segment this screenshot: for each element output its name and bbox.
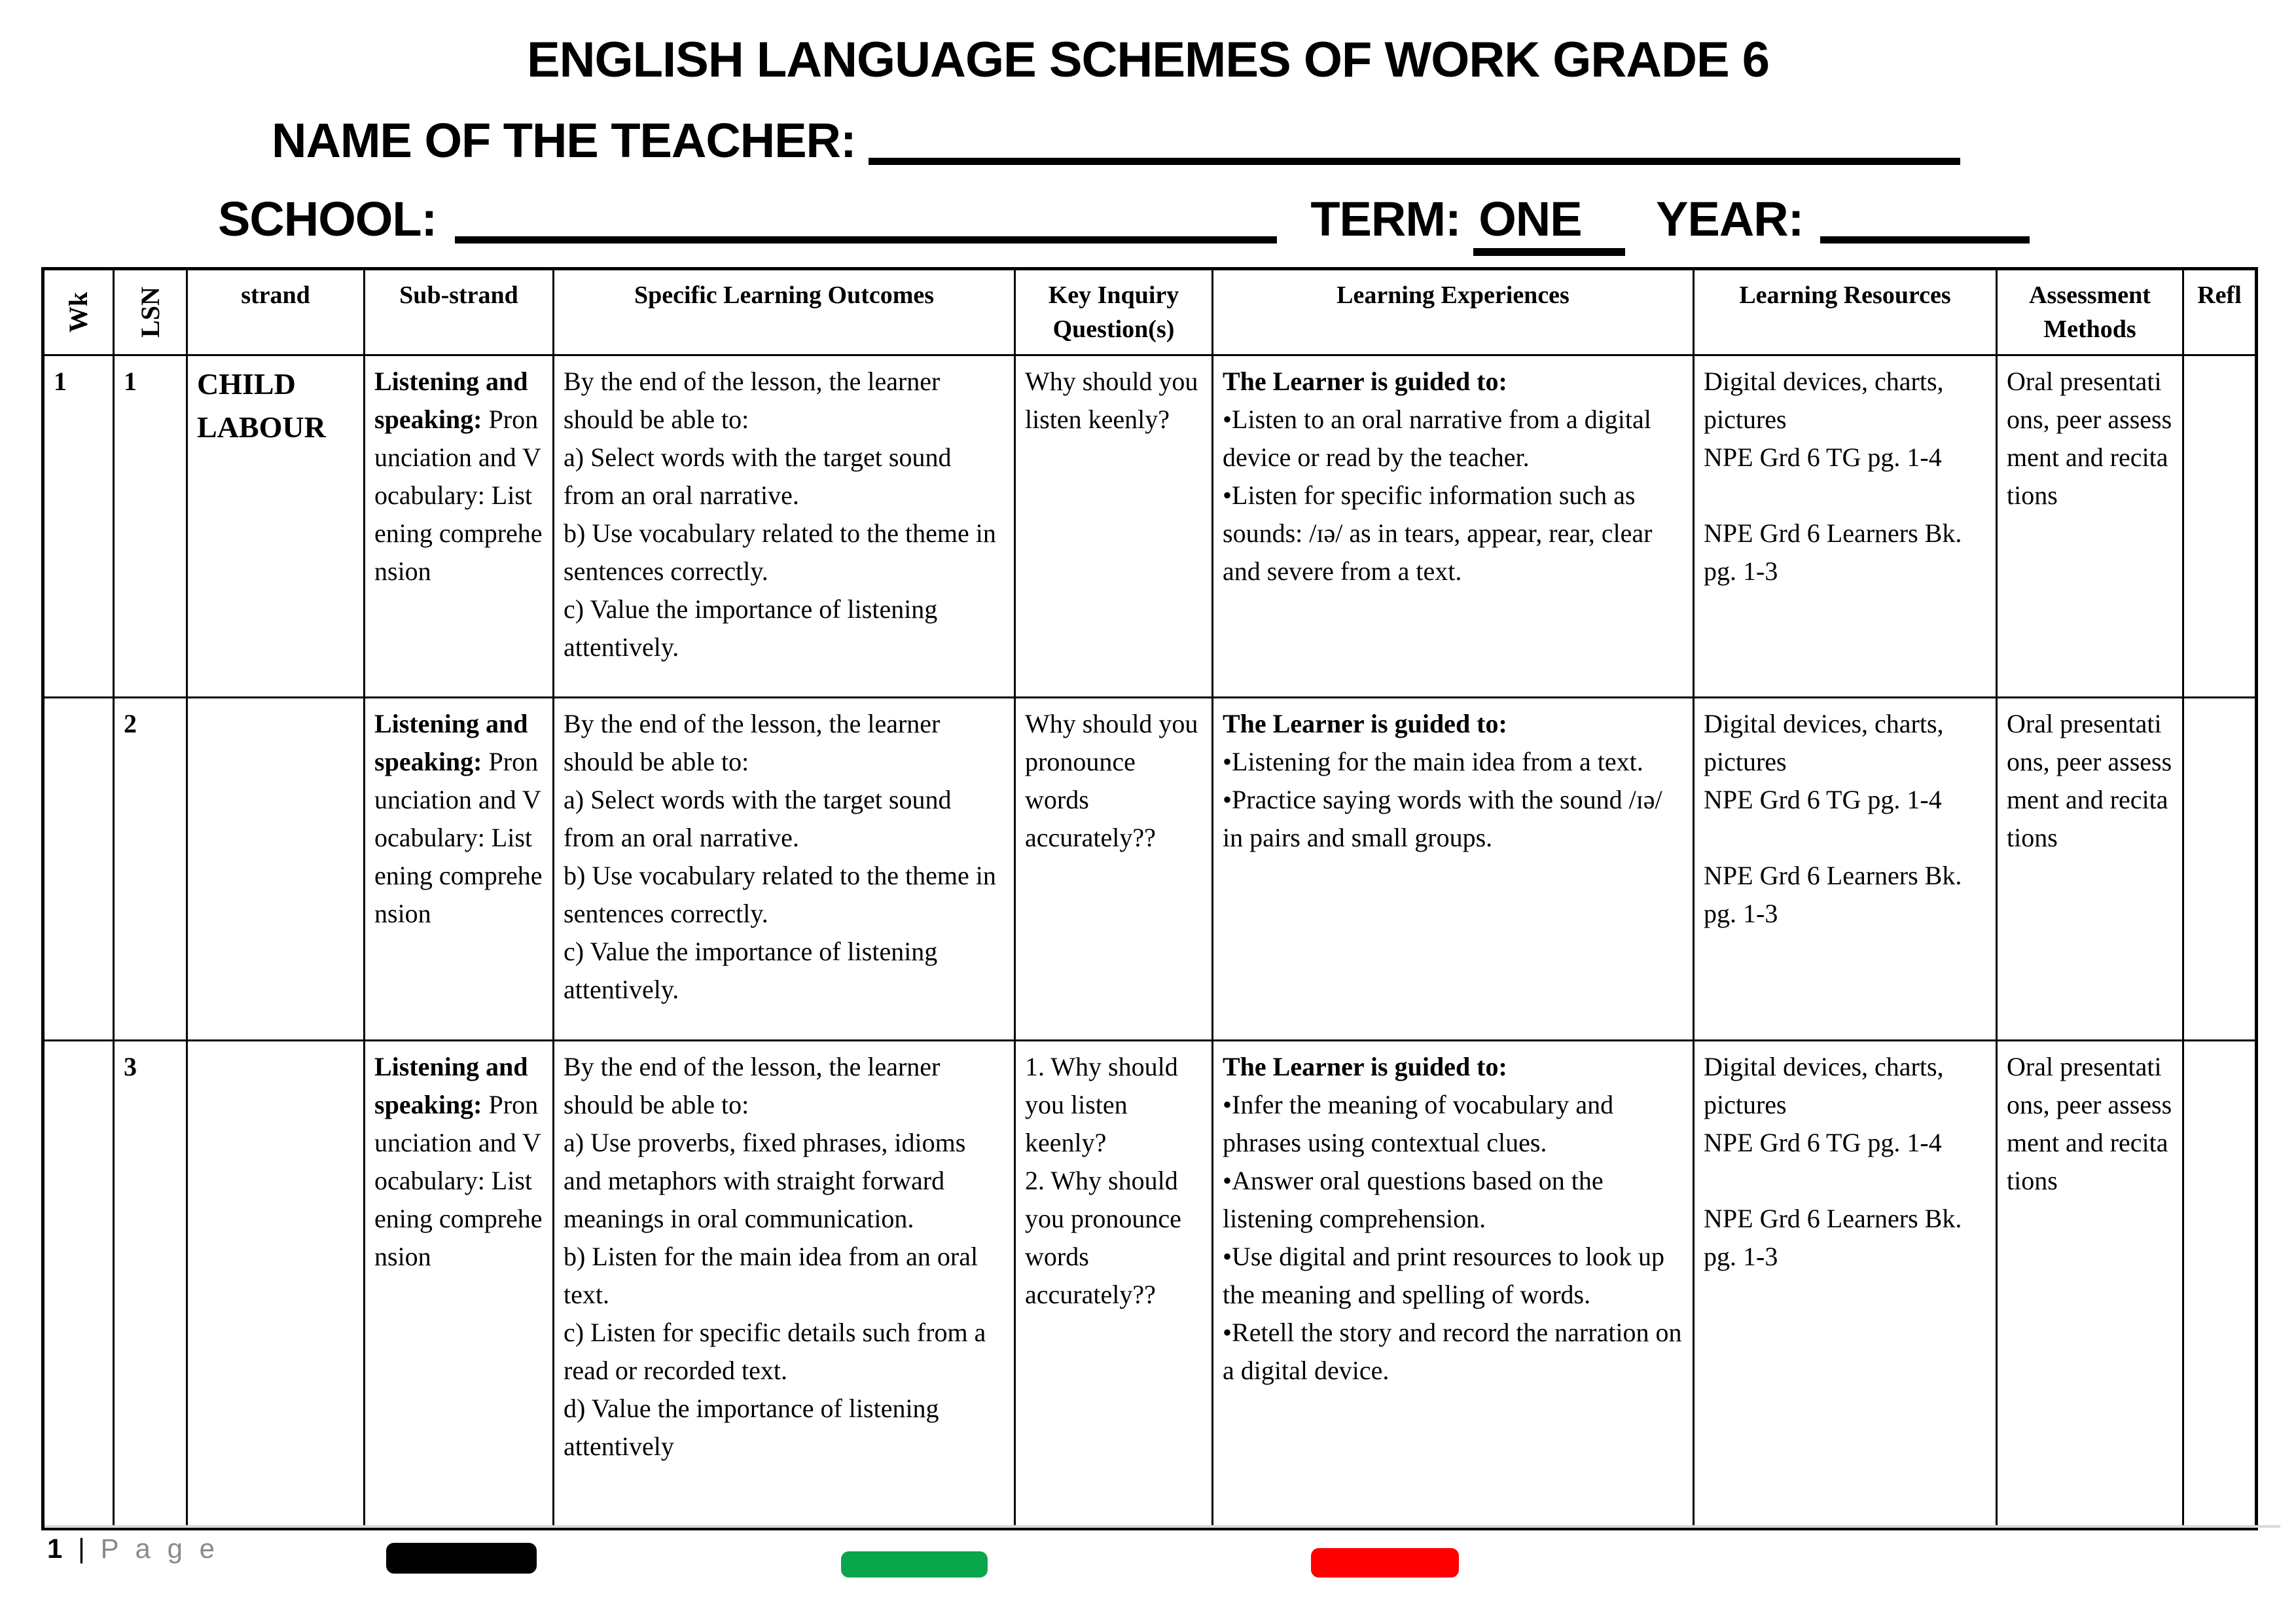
outcome-item: a) Select words with the target sound from an oral narrative. xyxy=(564,442,952,510)
teacher-label: NAME OF THE TEACHER: xyxy=(272,113,856,168)
outcomes-intro: By the end of the lesson, the learner should be able to: xyxy=(564,367,941,434)
strand-title: CHILD LABOUR xyxy=(197,367,326,444)
experiences-cell xyxy=(1213,355,1694,698)
header-row xyxy=(43,269,2257,355)
substrand-cell xyxy=(365,698,554,1041)
table-row-lesson-1 xyxy=(43,355,2257,698)
resource-item: NPE Grd 6 TG pg. 1-4 xyxy=(1704,442,1942,472)
resource-item: NPE Grd 6 TG pg. 1-4 xyxy=(1704,785,1942,814)
school-fill-line xyxy=(455,236,1277,244)
assessment-cell xyxy=(1997,698,2183,1041)
resources-cell xyxy=(1694,1041,1997,1529)
lesson-number: 2 xyxy=(124,709,137,738)
column-header-strand: strand xyxy=(187,269,365,355)
inquiry-cell xyxy=(1015,1041,1213,1529)
year-fill-line xyxy=(1820,236,2030,244)
outcomes-cell xyxy=(554,1041,1015,1529)
inquiry-question: Why should you pronounce words accurately?? xyxy=(1025,709,1198,852)
black-highlight-bar xyxy=(386,1543,537,1574)
lesson-cell xyxy=(114,1041,187,1529)
substrand-heading: Listening and speaking: xyxy=(374,367,528,434)
outcome-item: b) Listen for the main idea from an oral text. xyxy=(564,1242,978,1309)
substrand-heading: Listening and speaking: xyxy=(374,709,528,776)
experience-item: • Retell the story and record the narration on a digital device. xyxy=(1223,1314,1683,1390)
experience-item: • Infer the meaning of vocabulary and phrases using contextual clues. xyxy=(1223,1086,1683,1162)
assessment-methods: Oral presentations, peer assessment and recitations xyxy=(2007,367,2172,510)
substrand-detail: Pronunciation and Vocabulary: Listening comprehension xyxy=(374,405,543,586)
week-number: 1 xyxy=(54,367,67,396)
outcomes-cell xyxy=(554,355,1015,698)
outcome-item: d) Value the importance of listening attentively xyxy=(564,1394,939,1461)
resource-item: Digital devices, charts, pictures xyxy=(1704,709,1944,776)
footer-page-word: P a g e xyxy=(100,1533,219,1564)
lesson-cell xyxy=(114,355,187,698)
school-label: SCHOOL: xyxy=(218,192,437,246)
experiences-lead: The Learner is guided to: xyxy=(1223,367,1507,396)
outcome-item: b) Use vocabulary related to the theme in sentences correctly. xyxy=(564,861,996,928)
resources-cell xyxy=(1694,698,1997,1041)
inquiry-question: Why should you listen keenly? xyxy=(1025,367,1198,434)
schemes-of-work-table xyxy=(41,267,2258,1530)
resource-item: NPE Grd 6 TG pg. 1-4 xyxy=(1704,1128,1942,1157)
strand-cell xyxy=(187,1041,365,1529)
inquiry-cell xyxy=(1015,698,1213,1041)
column-header-refl: Refl xyxy=(2183,269,2257,355)
outcome-item: b) Use vocabulary related to the theme in sentences correctly. xyxy=(564,518,996,586)
outcomes-intro: By the end of the lesson, the learner should be able to: xyxy=(564,709,941,776)
experience-item: • Use digital and print resources to look up the meaning and spelling of words. xyxy=(1223,1238,1683,1314)
week-cell xyxy=(43,698,114,1041)
substrand-detail: Pronunciation and Vocabulary: Listening comprehension xyxy=(374,1090,543,1271)
experiences-lead: The Learner is guided to: xyxy=(1223,1052,1507,1081)
strand-cell xyxy=(187,698,365,1041)
green-highlight-bar xyxy=(841,1551,988,1578)
assessment-cell xyxy=(1997,1041,2183,1529)
page-footer xyxy=(47,1533,219,1564)
lesson-number: 3 xyxy=(124,1052,137,1081)
page-title: ENGLISH LANGUAGE SCHEMES OF WORK GRADE 6 xyxy=(526,32,1770,88)
resource-item: NPE Grd 6 Learners Bk. pg. 1-3 xyxy=(1704,518,1962,586)
outcome-item: a) Use proverbs, fixed phrases, idioms and metaphors with straight forward meanings in oral communication. xyxy=(564,1128,966,1233)
resource-item: Digital devices, charts, pictures xyxy=(1704,1052,1944,1119)
footer-divider xyxy=(45,1525,2280,1528)
table-row-lesson-3 xyxy=(43,1041,2257,1529)
experiences-lead: The Learner is guided to: xyxy=(1223,709,1507,738)
assessment-cell xyxy=(1997,355,2183,698)
outcome-item: c) Value the importance of listening attentively. xyxy=(564,594,938,662)
experience-item: • Listen for specific information such as sounds: /ɪə/ as in tears, appear, rear, clear and severe from a text. xyxy=(1223,477,1683,590)
column-header-lsn: LSN xyxy=(114,269,187,355)
column-header-inquiry: Key Inquiry Question(s) xyxy=(1015,269,1213,355)
term-label: TERM: xyxy=(1310,192,1461,246)
column-header-substrand: Sub-strand xyxy=(365,269,554,355)
experiences-cell xyxy=(1213,1041,1694,1529)
strand-cell xyxy=(187,355,365,698)
red-highlight-bar xyxy=(1311,1548,1459,1578)
refl-cell xyxy=(2183,355,2257,698)
substrand-cell xyxy=(365,355,554,698)
column-header-outcomes: Specific Learning Outcomes xyxy=(554,269,1015,355)
inquiry-cell xyxy=(1015,355,1213,698)
experience-item: • Answer oral questions based on the listening comprehension. xyxy=(1223,1162,1683,1238)
inquiry-question: 2. Why should you pronounce words accurately?? xyxy=(1025,1166,1181,1309)
table-row-lesson-2 xyxy=(43,698,2257,1041)
refl-cell xyxy=(2183,698,2257,1041)
substrand-cell xyxy=(365,1041,554,1529)
week-cell xyxy=(43,1041,114,1529)
outcome-item: c) Value the importance of listening attentively. xyxy=(564,937,938,1004)
week-cell xyxy=(43,355,114,698)
experiences-cell xyxy=(1213,698,1694,1041)
resource-item: NPE Grd 6 Learners Bk. pg. 1-3 xyxy=(1704,861,1962,928)
outcome-item: a) Select words with the target sound from an oral narrative. xyxy=(564,785,952,852)
outcomes-cell xyxy=(554,698,1015,1041)
column-header-experiences: Learning Experiences xyxy=(1213,269,1694,355)
experience-item: • Practice saying words with the sound /ɪə/ in pairs and small groups. xyxy=(1223,781,1683,857)
outcomes-intro: By the end of the lesson, the learner should be able to: xyxy=(564,1052,941,1119)
substrand-heading: Listening and speaking: xyxy=(374,1052,528,1119)
year-label: YEAR: xyxy=(1656,192,1804,246)
experience-item: • Listen to an oral narrative from a digital device or read by the teacher. xyxy=(1223,401,1683,477)
teacher-fill-line xyxy=(869,158,1960,165)
substrand-detail: Pronunciation and Vocabulary: Listening comprehension xyxy=(374,747,543,928)
assessment-methods: Oral presentations, peer assessment and recitations xyxy=(2007,709,2172,852)
lesson-number: 1 xyxy=(124,367,137,396)
resource-item: NPE Grd 6 Learners Bk. pg. 1-3 xyxy=(1704,1204,1962,1271)
resource-item: Digital devices, charts, pictures xyxy=(1704,367,1944,434)
page-number: 1 xyxy=(47,1533,63,1564)
term-value: ONE xyxy=(1473,191,1624,256)
column-header-wk: Wk xyxy=(43,269,114,355)
assessment-methods: Oral presentations, peer assessment and recitations xyxy=(2007,1052,2172,1195)
column-header-assessment: Assessment Methods xyxy=(1997,269,2183,355)
teacher-line xyxy=(272,113,1960,168)
footer-separator: | xyxy=(78,1533,85,1564)
refl-cell xyxy=(2183,1041,2257,1529)
lesson-cell xyxy=(114,698,187,1041)
school-term-year-line xyxy=(218,191,2030,256)
outcome-item: c) Listen for specific details such from a read or recorded text. xyxy=(564,1318,986,1385)
resources-cell xyxy=(1694,355,1997,698)
column-header-resources: Learning Resources xyxy=(1694,269,1997,355)
experience-item: • Listening for the main idea from a text. xyxy=(1223,743,1683,781)
inquiry-question: 1. Why should you listen keenly? xyxy=(1025,1052,1178,1157)
